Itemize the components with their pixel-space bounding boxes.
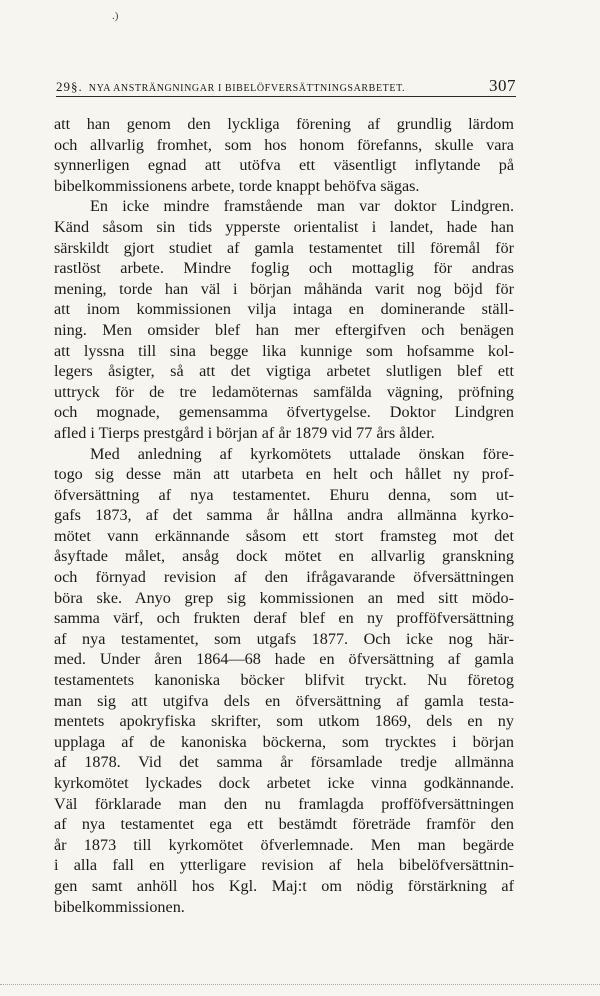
- text-line: gafs 1873, af det samma år hållna andra allmänna kyrko-: [54, 506, 514, 525]
- page-number: 307: [489, 76, 516, 95]
- text-line: man sig att utgifva dels en öfversättning af gamla testa-: [54, 691, 514, 710]
- text-line: mentets apokryfiska skrifter, som utkom 1869, dels en ny: [54, 712, 514, 731]
- text-line: mötet vann erkännande såsom ett stort framsteg mot det: [54, 526, 514, 545]
- text-line: och förnyad revision af den ifrågavarande öfversättningen: [54, 568, 514, 587]
- body-text: [54, 114, 514, 917]
- text-line: synnerligen egnad att utöfva ett väsentligt inflytande på: [54, 156, 514, 175]
- text-line: och allvarlig fromhet, som hos honom förefanns, skulle vara: [54, 135, 514, 154]
- text-line: togo sig desse män att utarbeta en helt och hållet ny prof-: [54, 465, 514, 484]
- running-head-title: NYA ANSTRÄNGNINGAR I BIBELÖFVERSÄTTNINGSARBETET.: [88, 83, 406, 94]
- text-line: öfversättning af nya testamentet. Ehuru denna, som ut-: [54, 485, 514, 504]
- text-line: ning. Men omsider blef han mer eftergifven och benägen: [54, 320, 514, 339]
- running-head: [56, 76, 516, 97]
- text-line: mening, torde han väl i början måhända varit nog böjd för: [54, 279, 514, 298]
- text-line: afled i Tierps prestgård i början af år 1879 vid 77 års ålder.: [54, 423, 435, 442]
- text-line: rastlöst arbete. Mindre foglig och mottaglig för andras: [54, 259, 514, 278]
- text-line: åsyftade målet, ansåg dock mötet en allvarlig granskning: [54, 547, 514, 566]
- text-line: Med anledning af kyrkomötets uttalade önskan före-: [90, 444, 514, 463]
- text-line: bibelkommissionen.: [54, 897, 185, 916]
- text-line: att inom kommissionen vilja intaga en dominerande ställ-: [54, 300, 514, 319]
- text-line: Känd såsom sin tids ypperste orientalist i landet, hade han: [54, 217, 514, 236]
- text-line: år 1873 till kyrkomötet öfverlemnade. Men man begärde: [54, 835, 514, 854]
- text-line: En icke mindre framstående man var doktor Lindgren.: [90, 197, 514, 216]
- text-line: i alla fall en ytterligare revision af hela bibelöfversättnin-: [54, 856, 514, 875]
- text-line: och mognade, gemensamma öfvertygelse. Doktor Lindgren: [54, 403, 514, 422]
- text-line: af 1878. Vid det samma år församlade tredje allmänna: [54, 753, 514, 772]
- text-line: uttryck för de tre ledamöternas samfälda vägning, pröfning: [54, 382, 514, 401]
- text-line: legers åsigter, så att det vigtiga arbetet slutligen blef ett: [54, 362, 514, 381]
- section-number: 29§.: [56, 79, 83, 94]
- text-line: böra ske. Anyo grep sig kommissionen an med sitt mödo-: [54, 588, 514, 607]
- text-line: af nya testamentet ega ett bestämdt företräde framför den: [54, 815, 514, 834]
- text-line: kyrkomötet lyckades dock arbetet icke vinna godkännande.: [54, 774, 514, 792]
- text-line: samma värf, och frukten deraf blef en ny profföfversättning: [54, 609, 514, 628]
- text-line: testamentets kanoniska böcker blifvit tryckt. Nu företog: [54, 671, 514, 690]
- text-line: upplaga af de kanoniska böckerna, som trycktes i början: [54, 732, 514, 751]
- text-line: gen samt anhöll hos Kgl. Maj:t om nödig förstärkning af: [54, 876, 514, 895]
- scan-mark: .): [112, 10, 119, 22]
- text-line: särskildt gjort studiet af gamla testamentet till föremål för: [54, 238, 514, 257]
- text-line: af nya testamentet, som utgafs 1877. Och icke nog här-: [54, 629, 514, 648]
- text-line: att han genom den lyckliga förening af grundlig lärdom: [54, 115, 514, 133]
- text-line: att lyssna till sina begge lika kunnige som hofsamme kol-: [54, 341, 514, 360]
- bottom-scan-edge: [0, 984, 600, 985]
- running-head-left: [56, 79, 405, 95]
- text-line: bibelkommissionens arbete, torde knappt behöfva sägas.: [54, 176, 420, 195]
- text-line: med. Under åren 1864—68 hade en öfversättning af gamla: [54, 650, 514, 669]
- text-line: Väl förklarade man den nu framlagda profföfversättningen: [54, 794, 514, 813]
